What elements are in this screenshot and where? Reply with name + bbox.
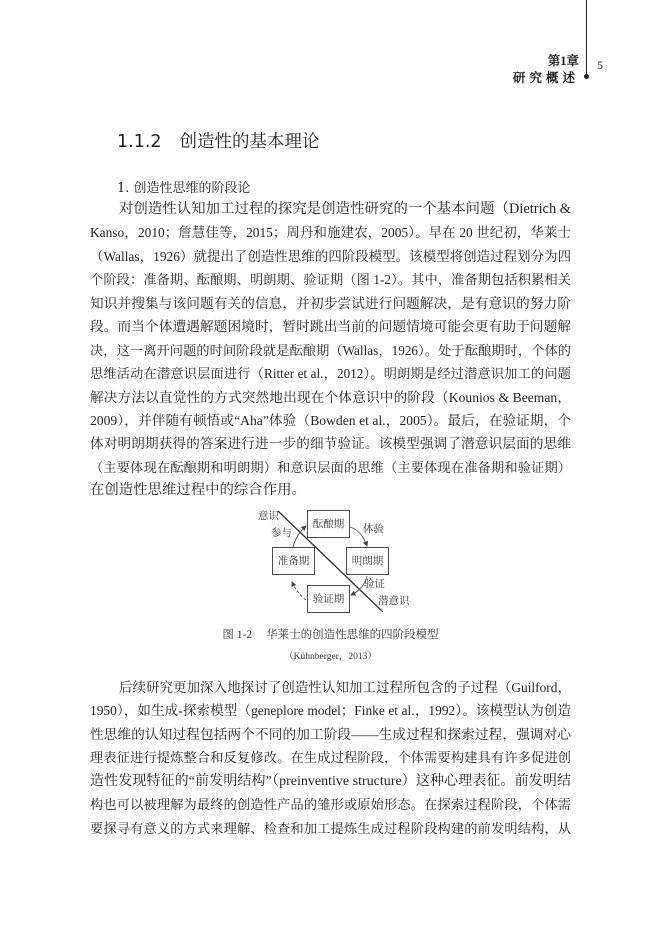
- box-preparation: 准备期: [272, 547, 315, 575]
- text-line: 体对明朗期获得的答案进行进一步的细节验证。该模型强调了潜意识层面的思维: [90, 436, 571, 452]
- label-participate: 参与: [271, 527, 292, 539]
- label-subconscious: 潜意识: [378, 595, 410, 607]
- text-line: 个阶段：准备期、酝酿期、明朗期、验证期（图 1-2）。其中，准备期包括积累相关: [90, 272, 571, 288]
- figure-caption: [0, 626, 661, 642]
- text-line: 解决方法以直觉性的方式突然地出现在个体意识中的阶段（Kounios & Beeman，: [90, 389, 571, 405]
- label-conscious: 意识: [258, 510, 279, 522]
- paragraph-1: [90, 198, 571, 503]
- section-heading: [117, 128, 320, 153]
- box-incubation: 酝酿期: [307, 510, 350, 538]
- text-line: 知识并搜集与该问题有关的信息，并初步尝试进行问题解决，是有意识的努力阶: [90, 295, 571, 311]
- text-line: 决，这一离开问题的时间阶段就是酝酿期（Wallas，1926）。处于酝酿期时，个体的: [90, 342, 571, 358]
- box-verification: 验证期: [307, 585, 350, 613]
- subsection-heading: 1. 创造性思维的阶段论: [117, 181, 251, 196]
- text-line: 构也可以被理解为最终的创造性产品的雏形或原始形态。在探索过程阶段，个体需: [90, 797, 571, 813]
- text-line: 在创造性思维过程中的综合作用。: [90, 482, 306, 499]
- four-stage-model-diagram: [240, 505, 440, 617]
- text-line: （Wallas，1926）就提出了创造性思维的四阶段模型。该模型将创造过程划分为四: [90, 248, 571, 264]
- section-title: 创造性的基本理论: [179, 132, 320, 152]
- text-line: Kanso，2010；詹慧佳等，2015；周丹和施建农，2005）。早在 20 世纪初，华莱士: [90, 225, 571, 241]
- text-line: 性思维的认知过程包括两个不同的加工阶段——生成过程和探索过程，强调对心: [90, 726, 571, 742]
- section-number: 1.1.2: [117, 132, 162, 152]
- header-rule: [586, 0, 587, 77]
- page-number: 5: [597, 58, 603, 72]
- text-line: （主要体现在酝酿期和明朗期）和意识层面的思维（主要体现在准备期和验证期）: [90, 459, 571, 475]
- box-illumination: 明朗期: [346, 547, 389, 575]
- figure-source: （Kühnberger，2013）: [284, 652, 377, 662]
- figure-number: 图 1-2: [222, 629, 253, 641]
- text-line: 要探寻有意义的方式来理解、检查和加工提炼生成过程阶段构建的前发明结构，从: [90, 820, 571, 836]
- text-line: 理表征进行提炼整合和反复修改。在生成过程阶段，个体需要构建具有许多促进创: [90, 750, 571, 766]
- paragraph-2: [90, 676, 571, 840]
- label-verify: 验证: [364, 578, 385, 590]
- running-header-title: 研究概述: [512, 71, 579, 85]
- running-header-chapter: 第1章: [547, 54, 579, 68]
- text-line: 2009），并伴随有顿悟或“Aha”体验（Bowden et al.，2005）。最后，在验证期，个: [90, 412, 571, 428]
- text-line: 1950），如生成-探索模型（geneplore model；Finke et al.，1992）。该模型认为创造: [90, 703, 571, 719]
- text-line: 思维活动在潜意识层面进行（Ritter et al.，2012）。明朗期是经过潜意识加工的问题: [90, 366, 571, 382]
- text-line: 段。而当个体遭遇解题困境时，暂时跳出当前的问题情境可能会更有助于问题解: [90, 319, 571, 335]
- text-line: 造性发现特征的“前发明结构”（preinventive structure）这种心理表征。前发明结: [90, 773, 571, 789]
- label-experience: 体验: [363, 523, 384, 535]
- header-rule-dot: [584, 74, 589, 79]
- text-line: 后续研究更加深入地探讨了创造性认知加工过程所包含的子过程（Guilford，: [119, 680, 571, 695]
- arrow-verification-to-preparation: [292, 582, 306, 600]
- text-line: 对创造性认知加工过程的探究是创造性研究的一个基本问题（Dietrich &: [119, 201, 571, 217]
- figure-title: 华莱士的创造性思维的四阶段模型: [266, 629, 439, 641]
